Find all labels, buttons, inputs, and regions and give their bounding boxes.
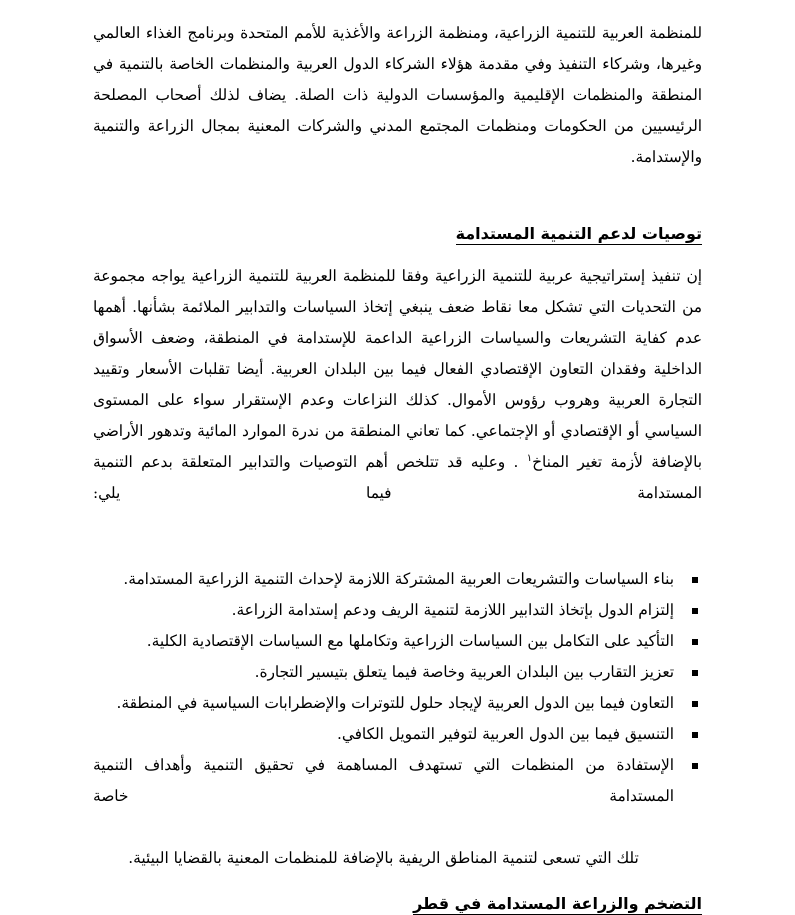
paragraph-challenges-text-b: . وعليه قد تتلخص أهم التوصيات والتدابير المتعلقة بدعم التنمية المستدامة فيما يلي: xyxy=(93,453,702,502)
heading-recommendations-wrap xyxy=(93,224,702,245)
spacer-before-bullets xyxy=(93,540,702,564)
list-item-line-1: الإستفادة من المنظمات التي تستهدف المساهمة في تحقيق التنمية وأهداف التنمية المستدامة خاصة xyxy=(93,756,674,805)
list-item xyxy=(93,750,702,874)
paragraph-challenges xyxy=(93,261,702,540)
list-item: التنسيق فيما بين الدول العربية لتوفير التمويل الكافي. xyxy=(93,719,702,750)
list-item: التعاون فيما بين الدول العربية لإيجاد حلول للتوترات والإضطرابات السياسية في المنطقة. xyxy=(93,688,702,719)
paragraph-intro: للمنظمة العربية للتنمية الزراعية، ومنظمة الزراعة والأغذية للأمم المتحدة وبرنامج الغذاء العالمي وغيرها، وشركاء التنفيذ وفي مقدمة هؤلاء الشركاء الدول العربية والمنظمات الخاصة بالتنمية في المنطقة والمنظمات الإقليمية والمؤسسات الدولية ذات الصلة. يضاف لذلك أصحاب المصلحة الرئيسيين من الحكومات ومنظمات المجتمع المدني والشركات المعنية بمجال الزراعة والتنمية والإستدامة. xyxy=(93,24,702,166)
spacer-before-heading-1 xyxy=(93,204,702,224)
footnote-marker: ١ xyxy=(526,452,533,464)
paragraph-challenges-text-a: إن تنفيذ إستراتيجية عربية للتنمية الزراعية وفقا للمنظمة العربية للتنمية الزراعية يواجه مجموعة من التحديات التي تشكل معا نقاط ضعف ينبغي إتخاذ السياسات والتدابير الملائمة بشأنها. أهمها عدم كفاية التشريعات والسياسات الزراعية الداعمة للإستدامة في المنطقة، وضعف الأسواق الداخلية وفقدان التعاون الإقتصادي الفعال فيما بين البلدان العربية. أيضا تقلبات الأسعار وتقييد التجارة العربية وهروب رؤوس الأموال. كذلك النزاعات وعدم الإستقرار سواء على المستوى السياسي أو الإقتصادي أو الإجتماعي. كما تعاني المنطقة من ندرة الموارد المائية وتدهور الأراضي بالإضافة لأزمة تغير المناخ xyxy=(93,267,702,471)
list-item: بناء السياسات والتشريعات العربية المشتركة اللازمة لإحداث التنمية الزراعية المستدامة. xyxy=(93,564,702,595)
list-item: إلتزام الدول بإتخاذ التدابير اللازمة لتنمية الريف ودعم إستدامة الزراعة. xyxy=(93,595,702,626)
spacer-before-heading-2 xyxy=(93,874,702,894)
heading-inflation-agriculture-qatar: التضخم والزراعة المستدامة في قطر xyxy=(413,894,702,913)
list-item: التأكيد على التكامل بين السياسات الزراعية وتكاملها مع السياسات الإقتصادية الكلية. xyxy=(93,626,702,657)
list-item-line-2: تلك التي تسعى لتنمية المناطق الريفية بالإضافة للمنظمات المعنية بالقضايا البيئية. xyxy=(128,849,639,867)
list-item: تعزيز التقارب بين البلدان العربية وخاصة فيما يتعلق بتيسير التجارة. xyxy=(93,657,702,688)
heading-inflation-wrap xyxy=(93,894,702,915)
spacer-after-heading-1 xyxy=(93,245,702,261)
recommendations-list xyxy=(93,564,702,874)
heading-recommendations: توصيات لدعم التنمية المستدامة xyxy=(455,224,702,243)
page-content xyxy=(93,18,702,915)
